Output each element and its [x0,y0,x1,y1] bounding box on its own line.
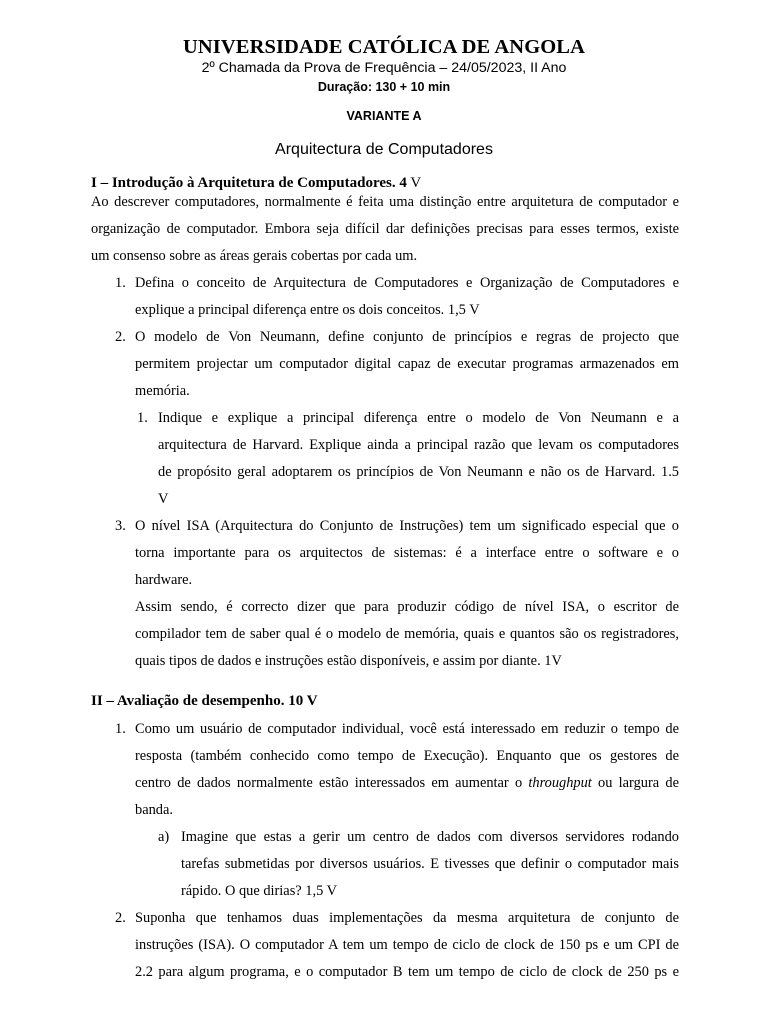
subject-title: Arquitectura de Computadores [275,141,493,158]
intro-line: Ao descrever computadores, normalmente é feita uma distinção entre arquitetura de computador e [91,194,679,210]
question-line: hardware. [135,572,193,588]
question-line: O nível ISA (Arquitectura do Conjunto de Instruções) tem um significado especial que o [135,518,679,534]
intro-line: organização de computador. Embora seja difícil dar definições precisas para esses termos, existe [91,221,679,237]
question-number: 2. [115,329,126,345]
question-line: O modelo de Von Neumann, define conjunto de princípios e regras de projecto que [135,329,679,345]
question-number: 3. [115,518,126,534]
question-text: ou largura de [591,775,679,791]
emphasis-throughput: throughput [528,775,592,791]
exam-subtitle: 2º Chamada da Prova de Frequência – 24/05/2023, II Ano [201,60,567,76]
question-line: torna importante para os arquitectos de sistemas: é a interface entre o software e o [135,545,679,561]
question-number: 1. [115,721,126,737]
question-line: Suponha que tenhamos duas implementações da mesma arquitetura de conjunto de [135,910,679,926]
question-line: explique a principal diferença entre os dois conceitos. 1,5 V [135,302,480,318]
section-1-heading [91,175,421,192]
question-line: resposta (também conhecido como tempo de Execução). Enquanto que os gestores de [135,748,679,764]
subquestion-line: rápido. O que dirias? 1,5 V [181,883,337,899]
question-line: instruções (ISA). O computador A tem um tempo de ciclo de clock de 150 ps e um CPI de [135,937,679,953]
intro-line: um consenso sobre as áreas gerais cobertas por cada um. [91,248,418,264]
subquestion-line: V [158,491,169,507]
subquestion-line: arquitectura de Harvard. Explique ainda a principal razão que levam os computadores [158,437,679,453]
question-line: quais tipos de dados e instruções estão disponíveis, e assim por diante. 1V [135,653,562,669]
question-number: 1. [115,275,126,291]
subquestion-line: Imagine que estas a gerir um centro de dados com diversos servidores rodando [181,829,679,845]
question-line: Assim sendo, é correcto dizer que para produzir código de nível ISA, o escritor de [135,599,679,615]
section-1-points: V [410,175,422,191]
question-line: Como um usuário de computador individual, você está interessado em reduzir o tempo de [135,721,679,737]
question-line: 2.2 para algum programa, e o computador B tem um tempo de ciclo de clock de 250 ps e [135,964,679,980]
subquestion-number: 1. [137,410,148,426]
question-number: 2. [115,910,126,926]
subquestion-number: a) [158,829,170,845]
question-line [135,774,679,792]
university-name: UNIVERSIDADE CATÓLICA DE ANGOLA [183,36,585,58]
question-line: banda. [135,802,173,818]
subquestion-line: de propósito geral adoptarem os princípios de Von Neumann e não os de Harvard. 1.5 [158,464,679,480]
question-text: centro de dados normalmente estão interessados em aumentar o [135,775,529,791]
section-2-title: II – Avaliação de desempenho. 10 V [91,693,318,709]
question-line: Defina o conceito de Arquitectura de Computadores e Organização de Computadores e [135,275,679,291]
section-2-heading [91,693,318,710]
question-line: permitem projectar um computador digital capaz de executar programas armazenados em [135,356,679,372]
exam-variant: VARIANTE A [346,109,422,123]
subquestion-line: tarefas submetidas por diversos usuários. E tivesses que definir o computador mais [181,856,679,872]
question-line: memória. [135,383,190,399]
subquestion-line: Indique e explique a principal diferença entre o modelo de Von Neumann e a [158,410,679,426]
exam-duration: Duração: 130 + 10 min [317,80,451,94]
question-line: compilador tem de saber qual é o modelo de memória, quais e quantos são os registradores, [135,626,679,642]
section-1-title: I – Introdução à Arquitetura de Computadores. 4 [91,175,407,191]
